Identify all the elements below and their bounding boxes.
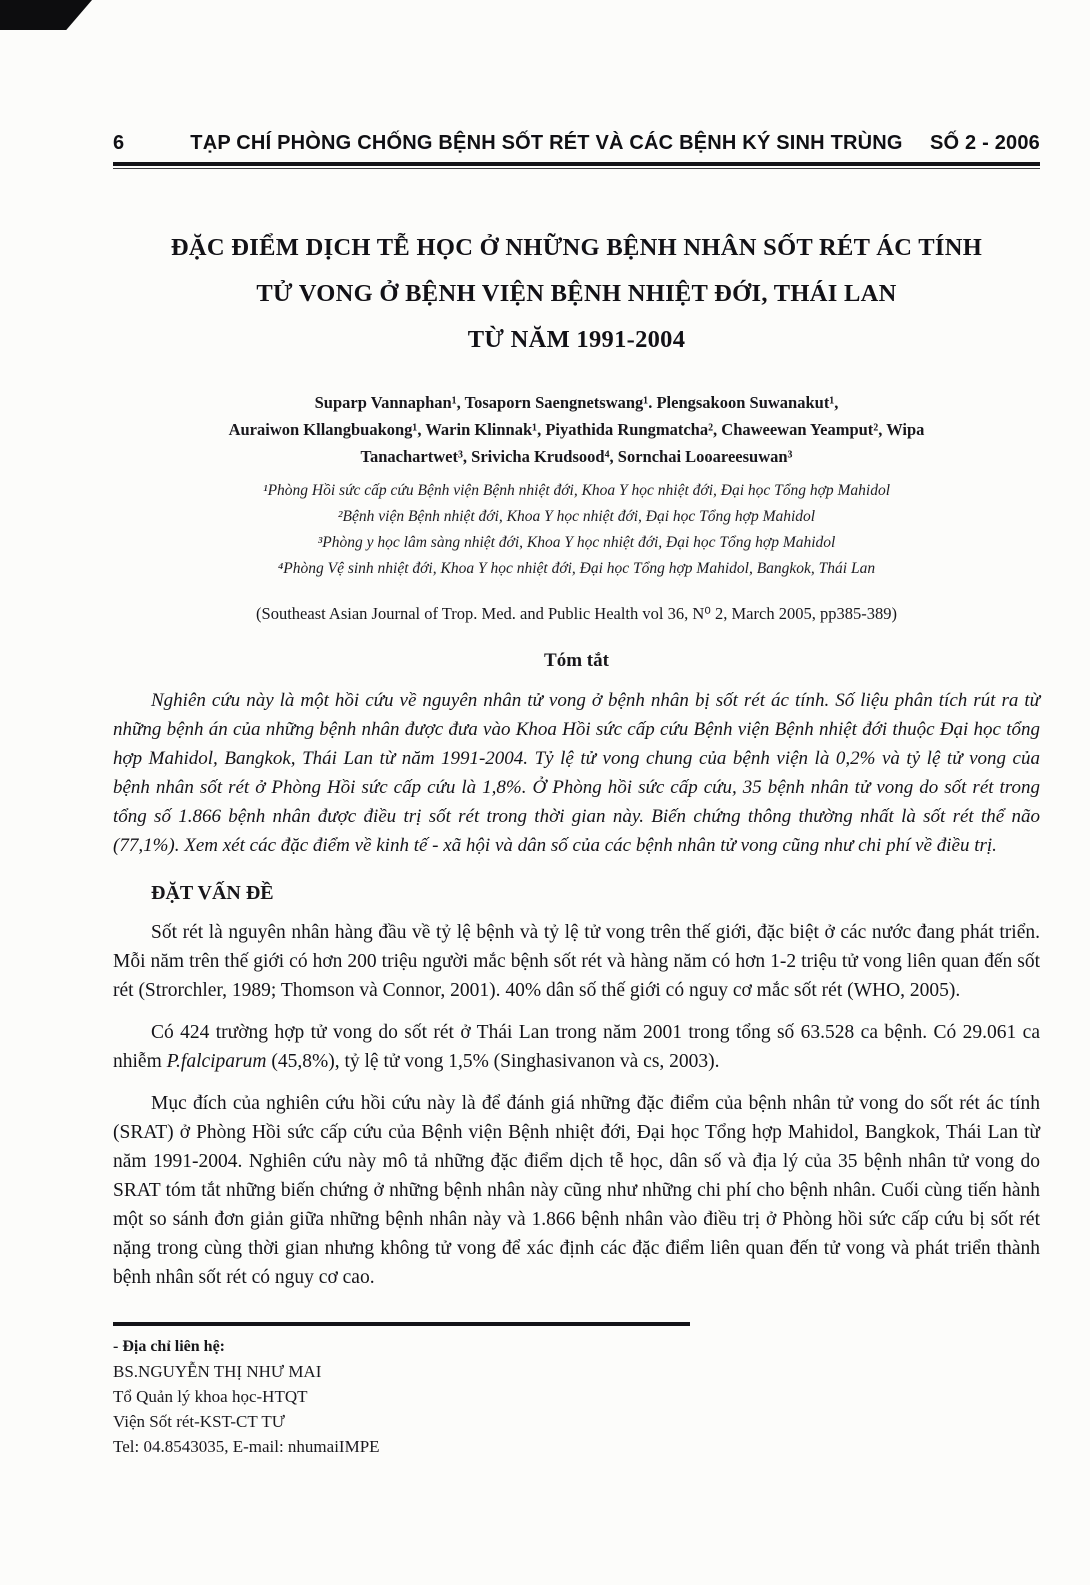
author-line: Tanachartwet³, Srivicha Krudsood⁴, Sornchai Looareesuwan³ — [360, 447, 793, 466]
contact-phone-email: Tel: 04.8543035, E-mail: nhumaiIMPE — [113, 1437, 380, 1456]
issue-number: SỐ 2 - 2006 — [929, 132, 1040, 154]
source-citation: (Southeast Asian Journal of Trop. Med. and Public Health vol 36, N⁰ 2, March 2005, pp385-389) — [256, 604, 897, 623]
scan-artifact-corner — [0, 0, 92, 30]
contact-name: BS.NGUYỄN THỊ NHƯ MAI — [113, 1362, 322, 1381]
article-title-line: ĐẶC ĐIỂM DỊCH TỄ HỌC Ở NHỮNG BỆNH NHÂN SỐT RÉT ÁC TÍNH — [170, 234, 983, 261]
affiliation-line: ²Bệnh viện Bệnh nhiệt đới, Khoa Y học nhiệt đới, Đại học Tổng hợp Mahidol — [337, 508, 816, 525]
contact-department: Tổ Quản lý khoa học-HTQT — [113, 1387, 308, 1406]
intro-paragraph-2-post: (45,8%), tỷ lệ tử vong 1,5% (Singhasivanon và cs, 2003). — [266, 1051, 720, 1072]
intro-paragraph-1: Sốt rét là nguyên nhân hàng đầu về tỷ lệ bệnh và tỷ lệ tử vong trên thế giới, đặc biệt ở các nước đang phát triển. Mỗi năm trên thế giới có hơn 200 triệu người mắc bệnh sốt rét và hàng năm có hơn 1-2 triệu tử vong liên quan đến sốt rét (Strorchler, 1989; Thomson và Connor, 2001). 40% dân số thế giới có nguy cơ mắc sốt rét (WHO, 2005). — [113, 922, 1040, 1001]
article-title-line: TỬ VONG Ở BỆNH VIỆN BỆNH NHIỆT ĐỚI, THÁI LAN — [256, 280, 897, 307]
contact-block — [113, 1334, 1040, 1459]
author-line: Auraiwon Kllangbuakong¹, Warin Klinnak¹, Piyathida Rungmatcha², Chaweewan Yeamput², Wipa — [228, 420, 925, 439]
article-title-line: TỪ NĂM 1991-2004 — [467, 326, 686, 353]
journal-title: TẠP CHÍ PHÒNG CHỐNG BỆNH SỐT RÉT VÀ CÁC BỆNH KÝ SINH TRÙNG — [190, 132, 903, 154]
affiliation-line: ¹Phòng Hồi sức cấp cứu Bệnh viện Bệnh nhiệt đới, Khoa Y học nhiệt đới, Đại học Tổng hợp Mahidol — [262, 482, 891, 499]
header-rule-thin — [113, 168, 1040, 169]
intro-paragraph-3: Mục đích của nghiên cứu hồi cứu này là để đánh giá những đặc điểm của bệnh nhân tử vong do sốt rét ác tính (SRAT) ở Phòng Hồi sức cấp cứu của Bệnh viện Bệnh nhiệt đới, Đại học Tổng hợp Mahidol, Bangkok, Thái Lan từ năm 1991-2004. Nghiên cứu này mô tả những đặc điểm dịch tễ học, dân số và địa lý của 35 bệnh nhân tử vong do SRAT tóm tắt những biến chứng ở những bệnh nhân này cũng như những chi phí cho bệnh nhân. Cuối cùng tiến hành một so sánh đơn giản giữa những bệnh nhân này và 1.866 bệnh nhân vào điều trị ở Phòng hồi sức cấp cứu bị sốt rét nặng trong cùng thời gian nhưng không tử vong để xác định các đặc điểm liên quan đến tử vong và phát triển thành bệnh nhân sốt rét có nguy cơ cao. — [113, 1093, 1040, 1288]
running-head — [113, 132, 1040, 155]
footnote-rule — [113, 1322, 690, 1326]
page-number: 6 — [113, 132, 125, 154]
header-rule — [113, 162, 1040, 166]
section-heading-introduction: ĐẶT VẤN ĐỀ — [151, 882, 274, 904]
affiliation-line: ³Phòng y học lâm sàng nhiệt đới, Khoa Y học nhiệt đới, Đại học Tổng hợp Mahidol — [317, 534, 836, 551]
author-line: Suparp Vannaphan¹, Tosaporn Saengnetswang¹. Plengsakoon Suwanakut¹, — [314, 393, 839, 412]
affiliation-line: ⁴Phòng Vệ sinh nhiệt đới, Khoa Y học nhiệt đới, Đại học Tổng hợp Mahidol, Bangkok, Thái Lan — [277, 560, 876, 577]
abstract-text: Nghiên cứu này là một hồi cứu về nguyên nhân tử vong ở bệnh nhân bị sốt rét ác tính. Số liệu phân tích rút ra từ những bệnh án của những bệnh nhân được đưa vào Khoa Hồi sức cấp cứu Bệnh viện Bệnh nhiệt đới thuộc Đại học tổng hợp Mahidol, Bangkok, Thái Lan từ năm 1991-2004. Tỷ lệ tử vong chung của bệnh viện là 0,2% và tỷ lệ tử vong của bệnh nhân sốt rét ở Phòng Hồi sức cấp cứu là 1,8%. Ở Phòng hồi sức cấp cứu, 35 bệnh nhân tử vong do sốt rét trong tổng số 1.866 bệnh nhân được điều trị sốt rét trong thời gian này. Biến chứng thông thường nhất là sốt rét thể não (77,1%). Xem xét các đặc điểm về kinh tế - xã hội và dân số của các bệnh nhân tử vong cũng như chi phí về điều trị. — [113, 690, 1040, 856]
intro-paragraph-2 — [113, 1018, 1040, 1076]
intro-paragraph-2-pre: Có 424 trường hợp tử vong do sốt rét ở Thái Lan trong năm 2001 trong tổng số 63.528 ca bệnh. Có 29.061 ca nhiễm — [113, 1022, 1040, 1072]
contact-label: - Địa chỉ liên hệ: — [113, 1338, 225, 1355]
article-title — [113, 225, 1040, 363]
affiliations — [113, 478, 1040, 582]
abstract-heading: Tóm tắt — [544, 650, 609, 671]
species-name: P.falciparum — [166, 1051, 267, 1072]
authors — [113, 389, 1040, 470]
contact-institute: Viện Sốt rét-KST-CT TƯ — [113, 1412, 285, 1431]
